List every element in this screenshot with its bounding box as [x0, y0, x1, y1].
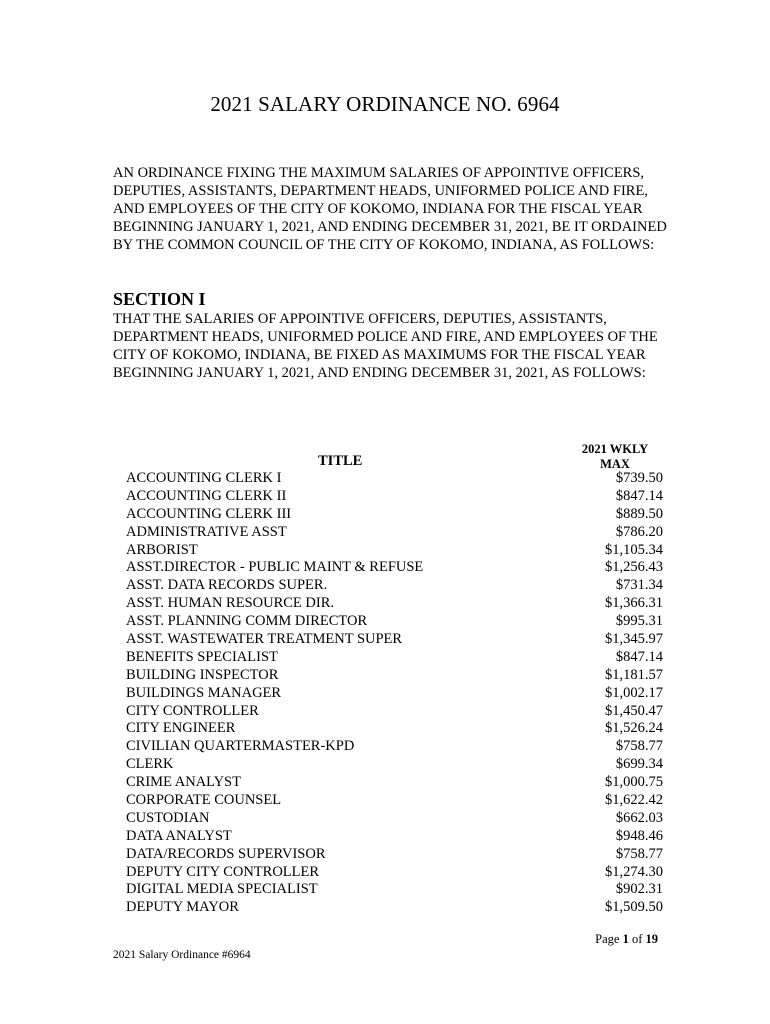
weekly-max-rate: $948.46 [615, 827, 663, 844]
job-title: CUSTODIAN [126, 809, 210, 826]
weekly-max-rate: $758.77 [615, 845, 663, 862]
table-row [126, 524, 663, 542]
footer-document-name: 2021 Salary Ordinance #6964 [113, 949, 251, 961]
job-title: DEPUTY CITY CONTROLLER [126, 863, 320, 880]
weekly-max-rate: $1,002.17 [605, 684, 663, 701]
job-title: DIGITAL MEDIA SPECIALIST [126, 881, 318, 898]
weekly-max-rate: $1,000.75 [605, 774, 663, 791]
table-row [126, 810, 663, 828]
weekly-max-rate: $1,526.24 [605, 720, 663, 737]
table-row [126, 792, 663, 810]
weekly-max-rate: $995.31 [615, 613, 663, 630]
weekly-max-rate: $662.03 [615, 809, 663, 826]
job-title: BUILDING INSPECTOR [126, 666, 279, 683]
page-prefix: Page [595, 932, 623, 946]
table-row [126, 559, 663, 577]
weekly-max-rate: $1,256.43 [605, 559, 663, 576]
job-title: CITY ENGINEER [126, 720, 236, 737]
job-title: ASST. HUMAN RESOURCE DIR. [126, 595, 334, 612]
table-row [126, 756, 663, 774]
table-row [126, 470, 663, 488]
weekly-max-rate: $1,345.97 [605, 631, 663, 648]
job-title: DATA/RECORDS SUPERVISOR [126, 845, 326, 862]
page-current: 1 [622, 932, 629, 946]
table-row [126, 774, 663, 792]
table-row [126, 828, 663, 846]
table-row [126, 631, 663, 649]
table-row [126, 703, 663, 721]
weekly-max-rate: $847.14 [615, 487, 663, 504]
table-row [126, 595, 663, 613]
title-column-header: TITLE [318, 453, 363, 469]
job-title: BENEFITS SPECIALIST [126, 648, 278, 665]
job-title: CORPORATE COUNSEL [126, 792, 282, 809]
table-row [126, 899, 663, 917]
table-row [126, 864, 663, 882]
job-title: ASST.DIRECTOR - PUBLIC MAINT & REFUSE [126, 559, 424, 576]
page-number [595, 932, 658, 947]
weekly-max-rate: $731.34 [615, 577, 663, 594]
weekly-max-rate: $1,274.30 [605, 863, 663, 880]
salary-table [126, 470, 663, 917]
table-row [126, 649, 663, 667]
wage-header-line1: 2021 WKLY [581, 442, 649, 456]
weekly-max-rate: $758.77 [615, 738, 663, 755]
job-title: ACCOUNTING CLERK I [126, 470, 282, 486]
table-row [126, 881, 663, 899]
page-title: 2021 SALARY ORDINANCE NO. 6964 [210, 92, 560, 116]
job-title: ARBORIST [126, 541, 198, 558]
job-title: BUILDINGS MANAGER [126, 684, 282, 701]
job-title: ACCOUNTING CLERK III [126, 505, 292, 522]
weekly-max-rate: $1,181.57 [605, 666, 663, 683]
weekly-max-rate: $1,509.50 [605, 899, 663, 916]
table-row [126, 685, 663, 703]
section-body: THAT THE SALARIES OF APPOINTIVE OFFICERS, DEPUTIES, ASSISTANTS, DEPARTMENT HEADS, UNIFORMED POLICE AND FIRE, AND EMPLOYEES OF THE CITY OF KOKOMO, INDIANA, BE FIXED AS MAXIMUMS FOR THE FISCAL YEAR BEGINNING JANUARY 1, 2021, AND ENDING DECEMBER 31, 2021, AS FOLLOWS: [113, 311, 658, 381]
weekly-max-rate: $739.50 [615, 470, 663, 486]
job-title: CITY CONTROLLER [126, 702, 259, 719]
table-row [126, 738, 663, 756]
table-row [126, 613, 663, 631]
job-title: ADMINISTRATIVE ASST [126, 523, 287, 540]
job-title: ASST. DATA RECORDS SUPER. [126, 577, 328, 594]
table-row [126, 542, 663, 560]
weekly-max-rate: $699.34 [615, 756, 663, 773]
job-title: CRIME ANALYST [126, 774, 241, 791]
weekly-max-rate: $1,105.34 [605, 541, 663, 558]
job-title: DATA ANALYST [126, 827, 232, 844]
weekly-max-rate: $1,450.47 [605, 702, 663, 719]
ordinance-preamble: AN ORDINANCE FIXING THE MAXIMUM SALARIES OF APPOINTIVE OFFICERS, DEPUTIES, ASSISTANTS, DEPARTMENT HEADS, UNIFORMED POLICE AND FIRE, AND EMPLOYEES OF THE CITY OF KOKOMO, INDIANA FOR THE FISCAL YEAR BEGINNING JANUARY 1, 2021, AND ENDING DECEMBER 31, 2021, BE IT ORDAINED BY THE COMMON COUNCIL OF THE CITY OF KOKOMO, INDIANA, AS FOLLOWS: [113, 165, 667, 253]
weekly-max-rate: $786.20 [615, 523, 663, 540]
section-heading: SECTION I [113, 289, 206, 309]
wage-header-line2: MAX [600, 457, 630, 471]
table-row [126, 720, 663, 738]
page-of: of [628, 932, 646, 946]
weekly-max-rate: $1,622.42 [605, 792, 663, 809]
weekly-max-rate: $847.14 [615, 648, 663, 665]
job-title: ASST. PLANNING COMM DIRECTOR [126, 613, 368, 630]
job-title: ASST. WASTEWATER TREATMENT SUPER [126, 631, 403, 648]
table-row [126, 506, 663, 524]
job-title: DEPUTY MAYOR [126, 899, 239, 916]
table-row [126, 846, 663, 864]
wage-column-header [566, 442, 664, 472]
weekly-max-rate: $889.50 [615, 505, 663, 522]
table-row [126, 667, 663, 685]
job-title: CLERK [126, 756, 174, 773]
table-row [126, 577, 663, 595]
job-title: CIVILIAN QUARTERMASTER-KPD [126, 738, 355, 755]
weekly-max-rate: $1,366.31 [605, 595, 663, 612]
table-row [126, 488, 663, 506]
job-title: ACCOUNTING CLERK II [126, 487, 287, 504]
page-total: 19 [645, 932, 658, 946]
weekly-max-rate: $902.31 [615, 881, 663, 898]
